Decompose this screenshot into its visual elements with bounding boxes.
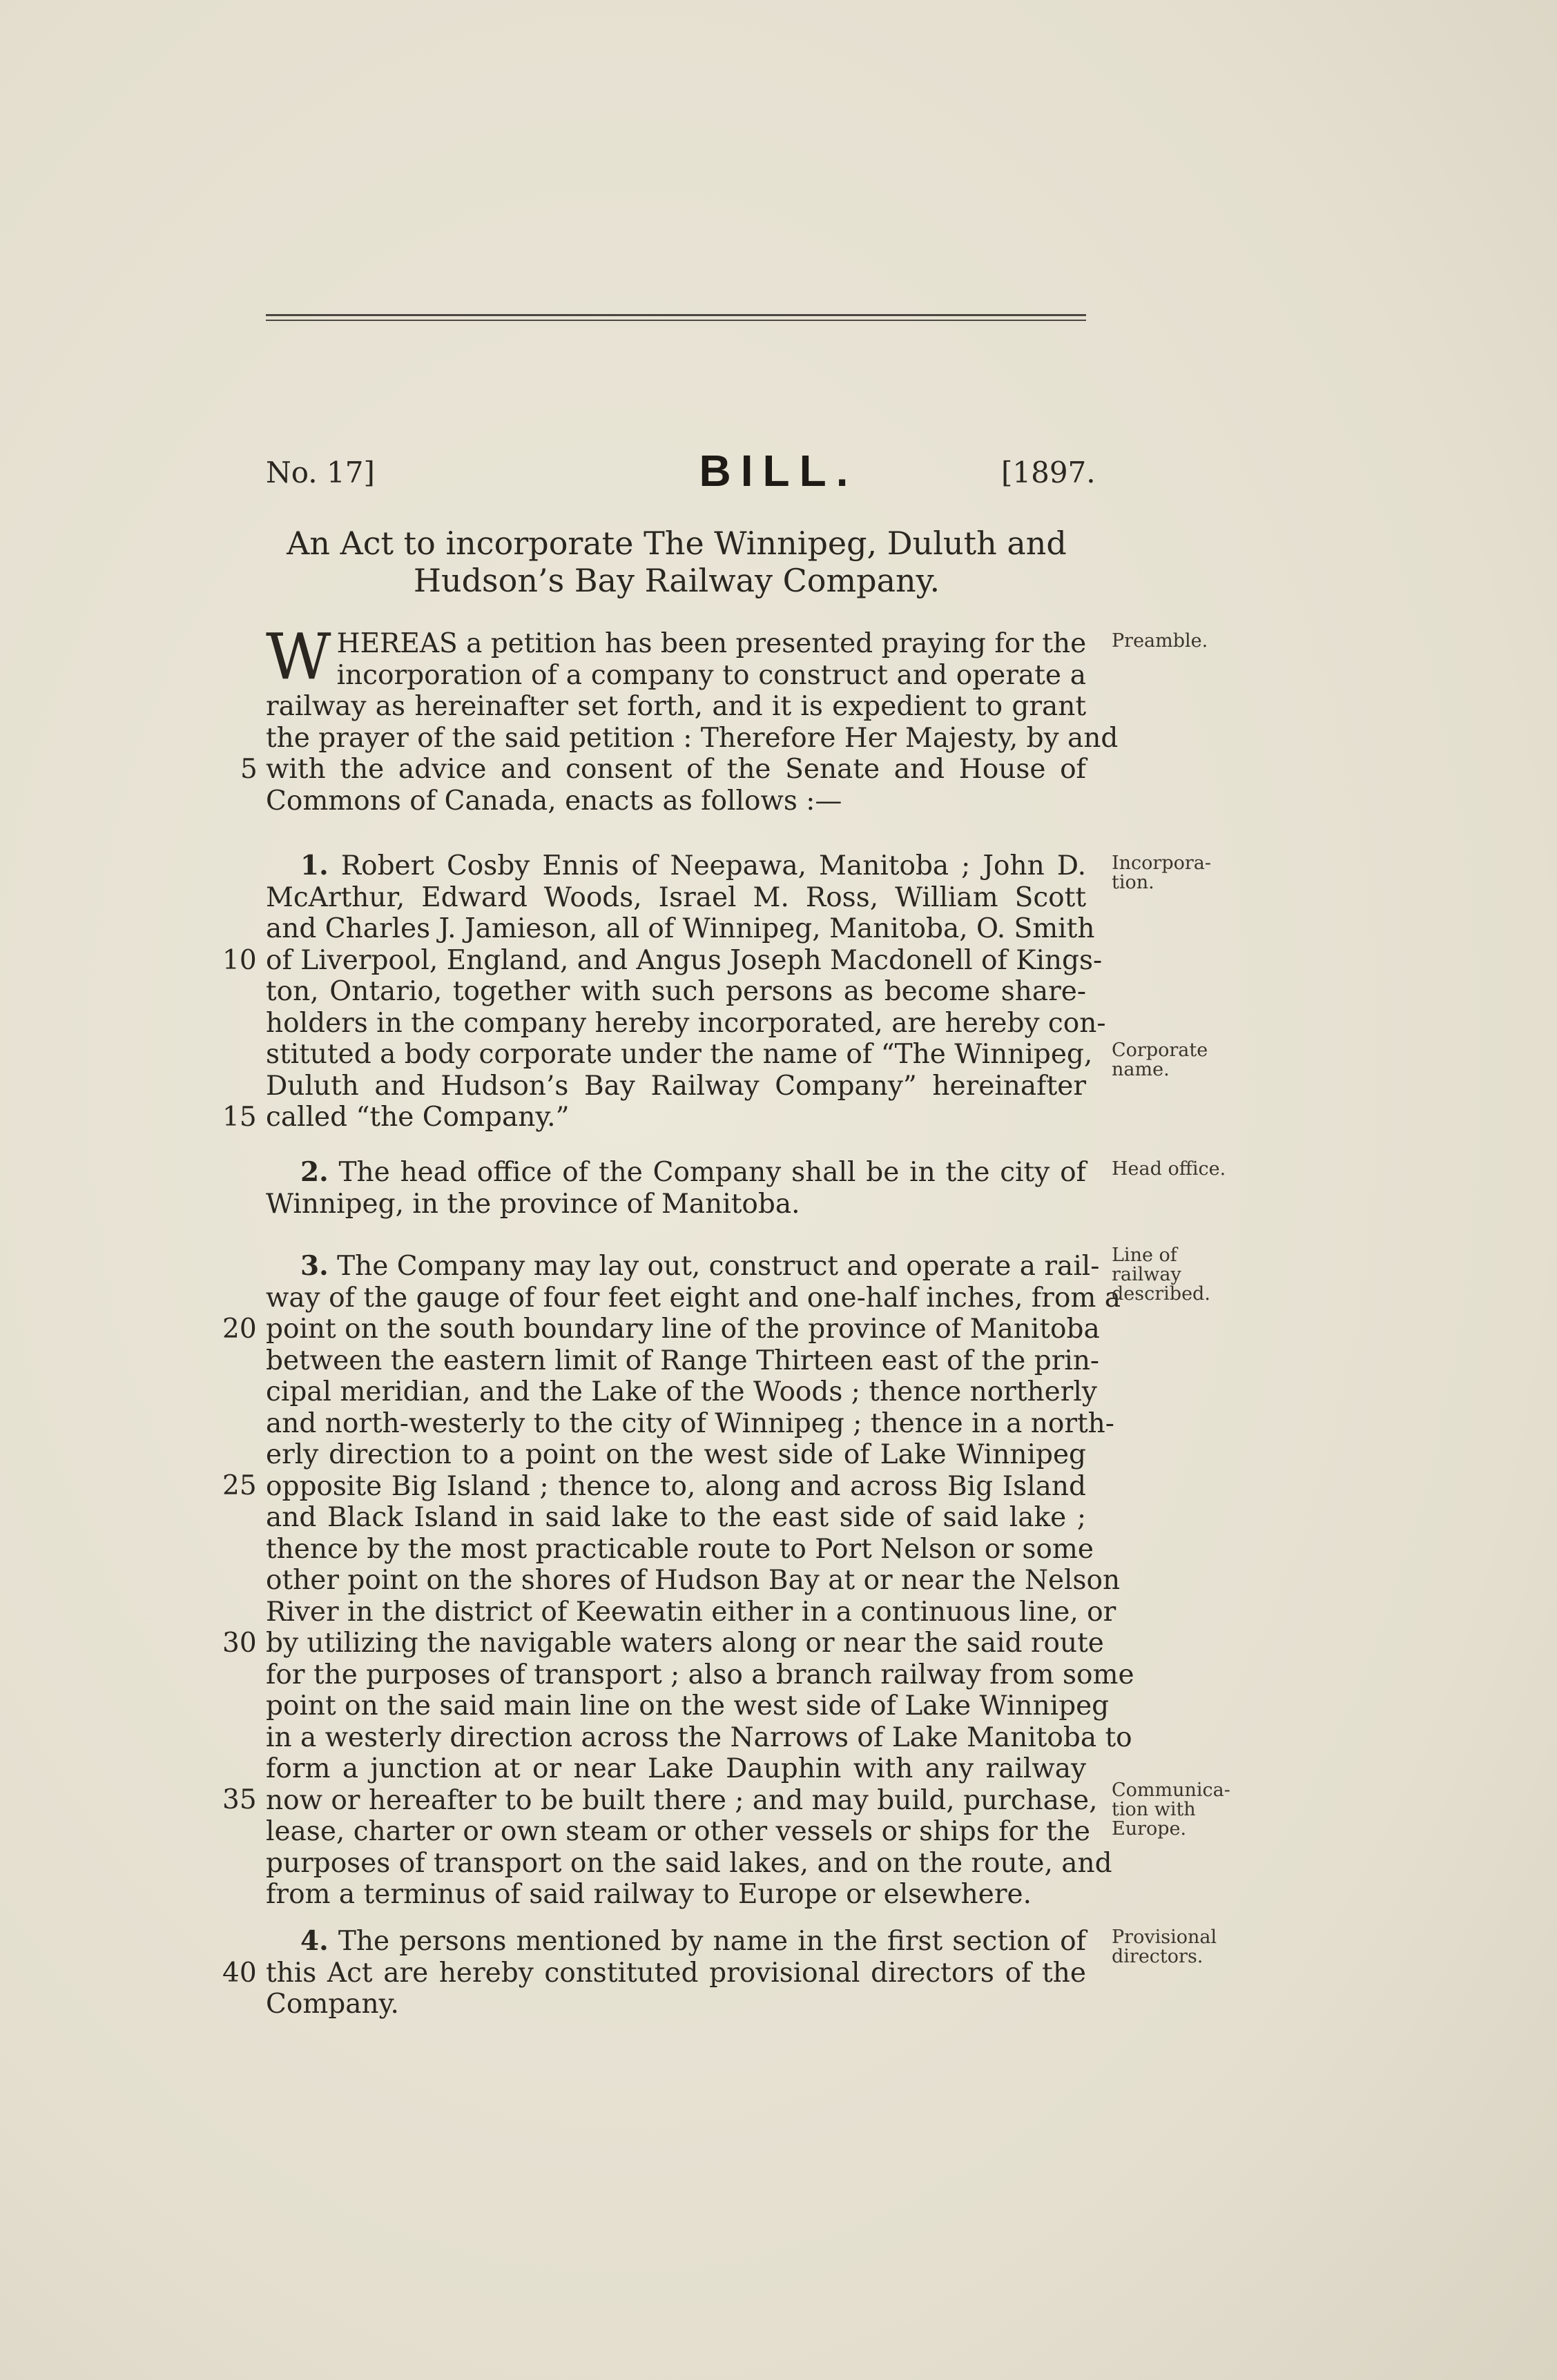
- section-1-line: McArthur, Edward Woods, Israel M. Ross, William Scott: [266, 881, 1086, 913]
- line-number: 15: [222, 1102, 257, 1133]
- preamble-paragraph: [266, 620, 1119, 817]
- margin-note-preamble: Preamble.: [1112, 630, 1208, 652]
- section-text: The persons mentioned by name in the first section of: [328, 1926, 1086, 1957]
- section-3-line: other point on the shores of Hudson Bay at or near the Nelson: [266, 1565, 1121, 1596]
- section-3-line: form a junction at or near Lake Dauphin with any railway: [266, 1753, 1086, 1784]
- section-number: 2.: [300, 1156, 329, 1188]
- margin-note-line: Europe.: [1112, 1818, 1187, 1840]
- bill-year: [1897.: [1001, 456, 1096, 489]
- section-1-line: called “the Company.”: [266, 1102, 570, 1133]
- section-2-line-1: [266, 1157, 1086, 1189]
- margin-note-line: tion.: [1112, 872, 1154, 893]
- margin-note-line: Provisional: [1112, 1927, 1217, 1948]
- section-3-line: opposite Big Island ; thence to, along and across Big Island: [266, 1470, 1086, 1502]
- section-3-line: cipal meridian, and the Lake of the Woods ; thence northerly: [266, 1376, 1097, 1407]
- act-title-line-2: Hudson’s Bay Railway Company.: [413, 562, 940, 599]
- section-3-line: thence by the most practicable route to Port Nelson or some: [266, 1533, 1094, 1565]
- margin-note-corporate-name: [1112, 1041, 1208, 1080]
- section-3-line: and north-westerly to the city of Winnipeg ; thence in a north-: [266, 1407, 1114, 1439]
- section-1-line: ton, Ontario, together with such persons as become share-: [266, 976, 1086, 1007]
- section-1-line: of Liverpool, England, and Angus Joseph Macdonell of Kings-: [266, 944, 1103, 976]
- top-rule-thin: [266, 320, 1086, 321]
- line-number: 20: [222, 1314, 257, 1345]
- section-3-line: way of the gauge of four feet eight and one-half inches, from a: [266, 1282, 1121, 1314]
- drop-cap: W: [266, 620, 331, 694]
- preamble-line: with the advice and consent of the Senate and House of: [266, 754, 1086, 785]
- preamble-line: Commons of Canada, enacts as follows :—: [266, 785, 842, 817]
- preamble-line: the prayer of the said petition : Therefore Her Majesty, by and: [266, 722, 1119, 754]
- preamble-line: incorporation of a company to construct and operate a: [336, 659, 1086, 691]
- section-4: [266, 1926, 1086, 2020]
- section-4-line: this Act are hereby constituted provisional directors of the: [266, 1957, 1086, 1989]
- bill-number: No. 17]: [266, 456, 375, 489]
- margin-note-europe: [1112, 1781, 1230, 1839]
- section-3-line: lease, charter or own steam or other vessels or ships for the: [266, 1816, 1090, 1847]
- margin-note-line: directors.: [1112, 1946, 1203, 1967]
- section-text: Robert Cosby Ennis of Neepawa, Manitoba ; John D.: [328, 850, 1086, 881]
- section-3-line: now or hereafter to be built there ; and may build, purchase,: [266, 1784, 1098, 1816]
- margin-note-line: tion with: [1112, 1799, 1196, 1820]
- line-number: 35: [222, 1784, 257, 1815]
- section-3-line: and Black Island in said lake to the east side of said lake ;: [266, 1502, 1086, 1533]
- section-1-line-1: [266, 850, 1086, 882]
- section-3-line: from a terminus of said railway to Europe or elsewhere.: [266, 1879, 1032, 1910]
- section-1-line: stituted a body corporate under the name of “The Winnipeg,: [266, 1039, 1093, 1070]
- section-text: The head office of the Company shall be in the city of: [328, 1157, 1086, 1188]
- margin-note-incorporation: [1112, 854, 1211, 892]
- section-4-line-1: [266, 1926, 1086, 1958]
- section-3: [266, 1250, 1134, 1911]
- section-1: [266, 850, 1106, 1133]
- section-4-line: Company.: [266, 1989, 399, 2020]
- line-number: 10: [222, 945, 257, 976]
- section-2-line: Winnipeg, in the province of Manitoba.: [266, 1188, 800, 1220]
- section-3-line: in a westerly direction across the Narrows of Lake Manitoba to: [266, 1721, 1132, 1753]
- margin-note-line: name.: [1112, 1059, 1170, 1080]
- margin-note-provisional-directors: [1112, 1928, 1217, 1967]
- section-number: 3.: [300, 1250, 329, 1282]
- section-3-line: by utilizing the navigable waters along or near the said route: [266, 1628, 1104, 1659]
- section-1-line: holders in the company hereby incorporated, are hereby con-: [266, 1007, 1106, 1039]
- section-3-line: erly direction to a point on the west side of Lake Winnipeg: [266, 1439, 1086, 1470]
- section-1-line: and Charles J. Jamieson, all of Winnipeg, Manitoba, O. Smith: [266, 913, 1095, 944]
- margin-note-line: railway: [1112, 1264, 1181, 1285]
- margin-note-head-office: Head office.: [1112, 1158, 1226, 1180]
- margin-note-line: Communica-: [1112, 1779, 1230, 1801]
- top-rule: [266, 314, 1086, 316]
- line-number: 25: [222, 1470, 257, 1501]
- section-3-line: between the eastern limit of Range Thirteen east of the prin-: [266, 1345, 1100, 1376]
- margin-note-line-described: [1112, 1246, 1210, 1304]
- act-title: [266, 525, 1087, 599]
- section-number: 1.: [300, 850, 329, 881]
- section-3-line: point on the said main line on the west side of Lake Winnipeg: [266, 1690, 1110, 1721]
- act-title-line-1: An Act to incorporate The Winnipeg, Duluth and: [287, 525, 1067, 562]
- line-number: 40: [222, 1958, 257, 1989]
- preamble-line: railway as hereinafter set forth, and it is expedient to grant: [266, 691, 1086, 722]
- margin-note-line: Incorpora-: [1112, 852, 1212, 874]
- margin-note-line: described.: [1112, 1283, 1210, 1305]
- section-3-line: for the purposes of transport ; also a branch railway from some: [266, 1659, 1134, 1690]
- section-3-line: point on the south boundary line of the province of Manitoba: [266, 1314, 1100, 1345]
- section-number: 4.: [300, 1925, 329, 1957]
- line-number: 5: [240, 754, 258, 785]
- bill-heading: BILL.: [699, 446, 858, 496]
- section-2: [266, 1157, 1086, 1220]
- section-1-line: Duluth and Hudson’s Bay Railway Company” hereinafter: [266, 1070, 1086, 1102]
- section-3-line: River in the district of Keewatin either in a continuous line, or: [266, 1596, 1116, 1628]
- section-3-line-1: [266, 1250, 1100, 1282]
- margin-note-line: Corporate: [1112, 1040, 1208, 1061]
- margin-note-line: Line of: [1112, 1245, 1177, 1266]
- line-number: 30: [222, 1628, 257, 1659]
- section-3-line: purposes of transport on the said lakes, and on the route, and: [266, 1847, 1112, 1879]
- preamble-line: HEREAS a petition has been presented praying for the: [336, 628, 1087, 659]
- section-text: The Company may lay out, construct and operate a rail-: [328, 1251, 1100, 1282]
